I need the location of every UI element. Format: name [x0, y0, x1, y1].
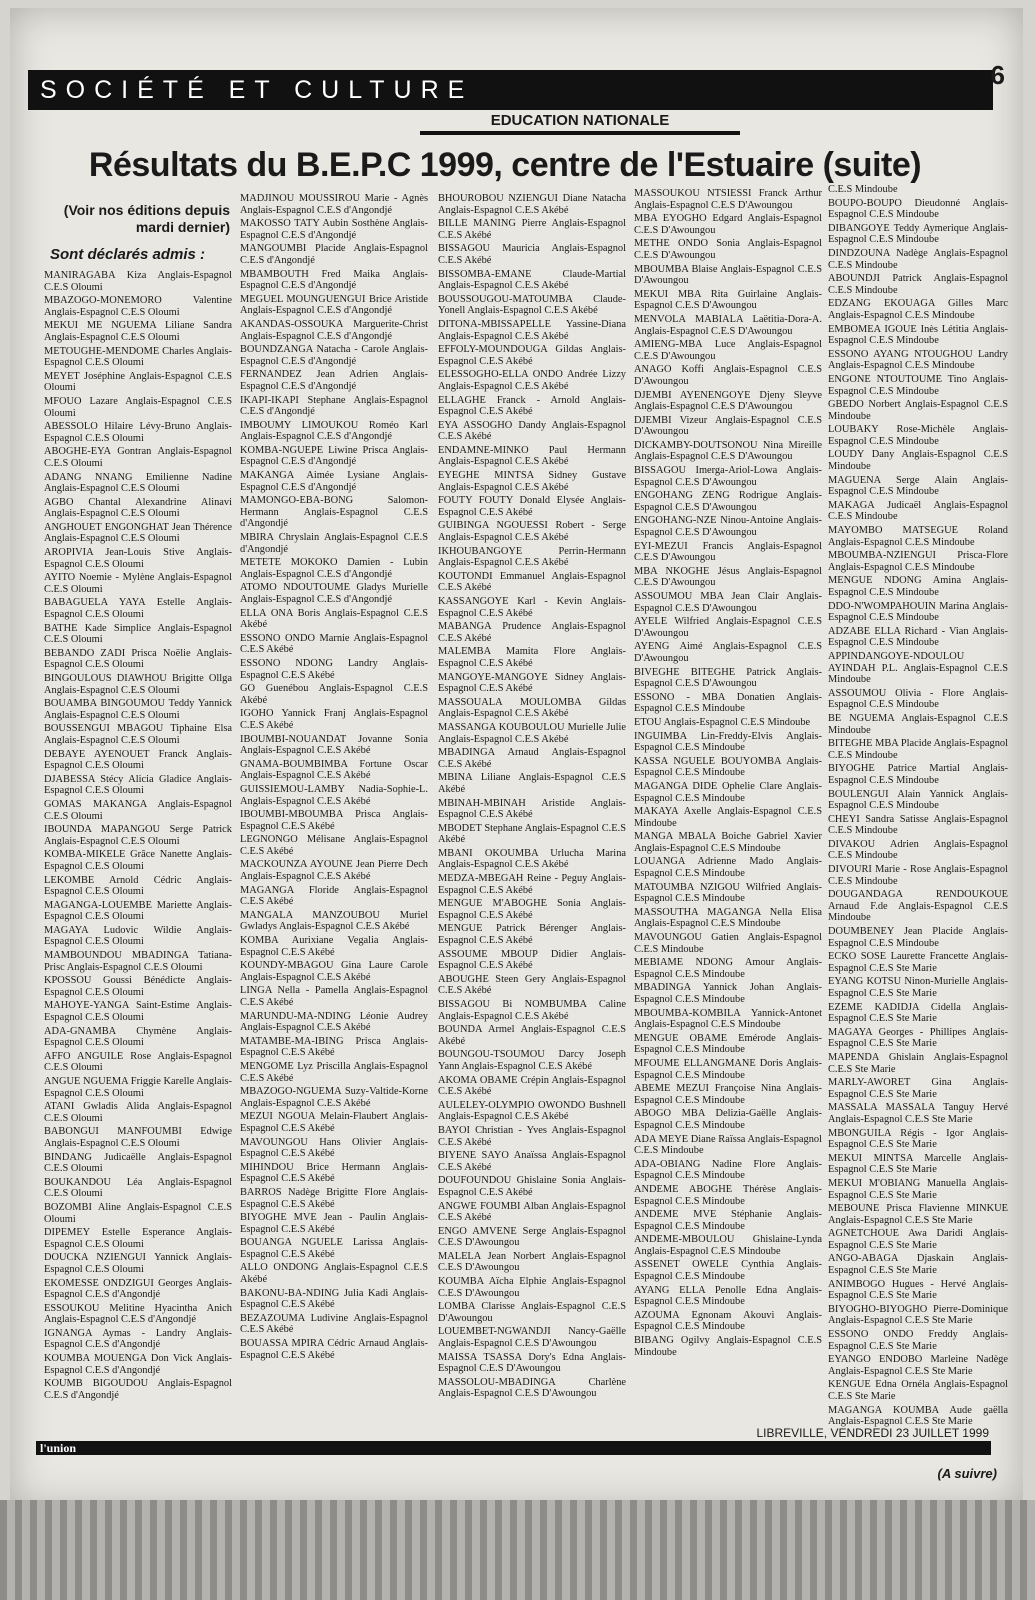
- result-entry: BIYOGHE Patrice Martial Anglais-Espagnol C.E.S Mindoube: [828, 763, 1008, 786]
- result-entry: ASSENET OWELE Cynthia Anglais-Espagnol C.E.S Mindoube: [634, 1259, 822, 1283]
- result-entry: ELLAGHE Franck - Arnold Anglais-Espagnol C.E.S Akébé: [438, 394, 626, 418]
- result-entry: BISSAGOU Bi NOMBUMBA Caline Anglais-Espagnol C.E.S Akébé: [438, 999, 626, 1022]
- admitted-label: Sont déclarés admis :: [50, 246, 206, 263]
- result-entry: MATAMBE-MA-IBING Prisca Anglais-Espagnol C.E.S Akébé: [240, 1035, 428, 1059]
- result-entry: ETOU Anglais-Espagnol C.E.S Mindoube: [634, 716, 811, 728]
- result-entry: METHE ONDO Sonia Anglais-Espagnol C.E.S D'Awoungou: [634, 238, 822, 261]
- result-entry: BIVEGHE BITEGHE Patrick Anglais-Espagnol C.E.S D'Awoungou: [634, 666, 822, 690]
- result-entry: EYEGHE MINTSA Sidney Gustave Anglais-Espagnol C.E.S Akébé: [438, 470, 626, 493]
- result-entry: APPINDANGOYE-NDOULOU AYINDAH P.L. Anglais-Espagnol C.E.S Mindoube: [828, 650, 1008, 686]
- result-entry: MBAMBOUTH Fred Maika Anglais-Espagnol C.E.S d'Angondjé: [240, 268, 428, 292]
- result-entry: MAGAYA Ludovic Wildie Anglais-Espagnol C.E.S Oloumi: [44, 924, 232, 948]
- result-entry: ASSOUMOU Olivia - Flore Anglais-Espagnol C.E.S Mindoube: [828, 687, 1008, 711]
- continued-note: (A suivre): [937, 1466, 997, 1481]
- result-entry: ANGHOUET ENGONGHAT Jean Thérence Anglais-Espagnol C.E.S Oloumi: [44, 521, 232, 545]
- result-entry: BINGOULOUS DIAWHOU Brigitte Ollga Anglais-Espagnol C.E.S Oloumi: [44, 673, 232, 696]
- result-entry: MENGUE OBAME Emérode Anglais-Espagnol C.E.S Mindoube: [634, 1032, 822, 1056]
- result-entry: MBOUMBA Blaise Anglais-Espagnol C.E.S D'Awoungou: [634, 263, 822, 287]
- result-entry: MANGA MBALA Boiche Gabriel Xavier Anglais-Espagnol C.E.S Mindoube: [634, 831, 822, 854]
- result-entry: MEZUI NGOUA Melain-Flaubert Anglais-Espagnol C.E.S Akébé: [240, 1111, 428, 1134]
- result-entry: ATOMO NDOUTOUME Gladys Murielle Anglais-Espagnol C.E.S d'Angondjé: [240, 582, 428, 605]
- rubric-title: SOCIÉTÉ ET CULTURE: [40, 75, 474, 104]
- result-entry: MASSOLOU-MBADINGA Charlène Anglais-Espagnol C.E.S D'Awoungou: [438, 1376, 626, 1400]
- result-entry: BHOUROBOU NZIENGUI Diane Natacha Anglais-Espagnol C.E.S Akébé: [438, 193, 626, 216]
- result-entry: DJEMBI AYENENGOYE Djeny Sleyve Anglais-Espagnol C.E.S D'Awoungou: [634, 389, 822, 413]
- result-entry: ANGUE NGUEMA Friggie Karelle Anglais-Espagnol C.E.S Oloumi: [44, 1076, 232, 1099]
- result-entry: MACKOUNZA AYOUNE Jean Pierre Dech Anglais-Espagnol C.E.S Akébé: [240, 859, 428, 883]
- result-entry: KASSA NGUELE BOUYOMBA Anglais-Espagnol C.E.S Mindoube: [634, 755, 822, 779]
- result-entry: AROPIVIA Jean-Louis Stive Anglais-Espagnol C.E.S Oloumi: [44, 547, 232, 570]
- result-entry: DDO-N'WOMPAHOUIN Marina Anglais-Espagnol C.E.S Mindoube: [828, 600, 1008, 624]
- result-entry: MALEMBA Mamita Flore Anglais-Espagnol C.E.S Akébé: [438, 646, 626, 669]
- result-entry: ATANI Gwladis Alida Anglais-Espagnol C.E.S Oloumi: [44, 1101, 232, 1124]
- result-entry: BISSAGOU Imerga-Ariol-Lowa Anglais-Espagnol C.E.S D'Awoungou: [634, 465, 822, 488]
- result-entry: DICKAMBY-DOUTSONOU Nina Mireille Anglais-Espagnol C.E.S D'Awoungou: [634, 439, 822, 463]
- result-entry: MAGANGA KOUMBA Aude gaëlla Anglais-Espagnol C.E.S Ste Marie: [828, 1404, 1008, 1428]
- result-entry: MENGOME Lyz Priscilla Anglais-Espagnol C.E.S Akébé: [240, 1060, 428, 1084]
- result-entry: BISSAGOU Mauricia Anglais-Espagnol C.E.S Akébé: [438, 243, 626, 266]
- result-entry: ABOUGHE Steen Gery Anglais-Espagnol C.E.S Akébé: [438, 973, 626, 997]
- result-entry: MENGUE M'ABOGHE Sonia Anglais-Espagnol C.E.S Akébé: [438, 898, 626, 921]
- result-entry: ANDEME-MBOULOU Ghislaine-Lynda Anglais-Espagnol C.E.S Mindoube: [634, 1234, 822, 1257]
- result-entry: LEKOMBE Arnold Cédric Anglais-Espagnol C.E.S Oloumi: [44, 874, 232, 898]
- result-entry: MENGUE Patrick Bérenger Anglais-Espagnol C.E.S Akébé: [438, 923, 626, 947]
- result-entry: EYI-MEZUI Francis Anglais-Espagnol C.E.S D'Awoungou: [634, 540, 822, 564]
- result-entry: MEKUI ME NGUEMA Liliane Sandra Anglais-Espagnol C.E.S Oloumi: [44, 320, 232, 343]
- result-entry: KOUMBA Aïcha Elphie Anglais-Espagnol C.E.S D'Awoungou: [438, 1276, 626, 1299]
- result-entry: BIYENE SAYO Anaïssa Anglais-Espagnol C.E.S Akébé: [438, 1150, 626, 1173]
- result-entry: ADANG NNANG Emilienne Nadine Anglais-Espagnol C.E.S Oloumi: [44, 471, 232, 495]
- result-entry: ANDEME MVE Stéphanie Anglais-Espagnol C.E.S Mindoube: [634, 1209, 822, 1232]
- result-entry: IMBOUMY LIMOUKOU Roméo Karl Anglais-Espagnol C.E.S d'Angondjé: [240, 419, 428, 443]
- result-entry: GBEDO Norbert Anglais-Espagnol C.E.S Mindoube: [828, 399, 1008, 422]
- result-entry: MBIRA Chryslain Anglais-Espagnol C.E.S d'Angondjé: [240, 532, 428, 555]
- result-entry: MEYET Joséphine Anglais-Espagnol C.E.S Oloumi: [44, 370, 232, 394]
- result-entry: MAGANGA DIDE Ophelie Clare Anglais-Espagnol C.E.S Mindoube: [634, 780, 822, 804]
- result-entry: CHEYI Sandra Satisse Anglais-Espagnol C.E.S Mindoube: [828, 813, 1008, 837]
- result-entry: ELESSOGHO-ELLA ONDO Andrée Lizzy Anglais-Espagnol C.E.S Akébé: [438, 369, 626, 392]
- dateline: LIBREVILLE, VENDREDI 23 JUILLET 1999: [756, 1426, 989, 1440]
- result-entry: MANGOYE-MANGOYE Sidney Anglais-Espagnol C.E.S Akébé: [438, 671, 626, 695]
- page-number: 6: [990, 60, 1005, 90]
- result-entry: MFOUO Lazare Anglais-Espagnol C.E.S Oloumi: [44, 395, 232, 419]
- result-entry: GUISSIEMOU-LAMBY Nadia-Sophie-L. Anglais-Espagnol C.E.S Akébé: [240, 783, 428, 807]
- result-entry: LOUEMBET-NGWANDJI Nancy-Gaëlle Anglais-Espagnol C.E.S D'Awoungou: [438, 1326, 626, 1350]
- result-entry: IGOHO Yannick Franj Anglais-Espagnol C.E.S Akébé: [240, 708, 428, 731]
- result-entry: BABONGUI MANFOUMBI Edwige Anglais-Espagnol C.E.S Oloumi: [44, 1126, 232, 1149]
- result-entry: AMIENG-MBA Luce Anglais-Espagnol C.E.S D'Awoungou: [634, 339, 822, 362]
- result-entry: MASSOUALA MOULOMBA Gildas Anglais-Espagnol C.E.S Akébé: [438, 696, 626, 720]
- result-entry: BIBANG Ogilvy Anglais-Espagnol C.E.S Mindoube: [634, 1335, 822, 1358]
- result-entry: BOUNDZANGA Natacha - Carole Anglais-Espagnol C.E.S d'Angondjé: [240, 344, 428, 367]
- results-column-5: [828, 184, 1008, 1434]
- result-entry: ABESSOLO Hilaire Lévy-Bruno Anglais-Espagnol C.E.S Oloumi: [44, 421, 232, 444]
- result-entry: MAVOUNGOU Hans Olivier Anglais-Espagnol C.E.S Akébé: [240, 1136, 428, 1160]
- result-entry: MARUNDU-MA-NDING Léonie Audrey Anglais-Espagnol C.E.S Akébé: [240, 1010, 428, 1034]
- result-entry: MEGUEL MOUNGUENGUI Brice Aristide Anglais-Espagnol C.E.S d'Angondjé: [240, 293, 428, 317]
- result-entry: AYENG Aimé Anglais-Espagnol C.E.S D'Awoungou: [634, 641, 822, 664]
- result-entry: IBOUNDA MAPANGOU Serge Patrick Anglais-Espagnol C.E.S Oloumi: [44, 824, 232, 847]
- result-entry: BILLE MANING Pierre Anglais-Espagnol C.E.S Akébé: [438, 218, 626, 241]
- result-entry: EYANGO ENDOBO Marleine Nadège Anglais-Espagnol C.E.S Ste Marie: [828, 1354, 1008, 1377]
- result-entry: BIYOGHO-BIYOGHO Pierre-Dominique Anglais-Espagnol C.E.S Ste Marie: [828, 1303, 1008, 1327]
- result-entry: DJEMBI Vizeur Anglais-Espagnol C.E.S D'Awoungou: [634, 414, 822, 438]
- result-entry: BOZOMBI Aline Anglais-Espagnol C.E.S Oloumi: [44, 1201, 232, 1225]
- result-entry: ASSOUMOU MBA Jean Clair Anglais-Espagnol C.E.S D'Awoungou: [634, 591, 822, 614]
- result-entry: KPOSSOU Goussi Bénédicte Anglais-Espagnol C.E.S Oloumi: [44, 975, 232, 998]
- result-entry: INGUIMBA Lin-Freddy-Elvis Anglais-Espagnol C.E.S Mindoube: [634, 730, 822, 754]
- result-entry: ENGOHANG ZENG Rodrigue Anglais-Espagnol C.E.S D'Awoungou: [634, 490, 822, 513]
- result-entry: MARLY-AWORET Gina Anglais-Espagnol C.E.S Ste Marie: [828, 1077, 1008, 1100]
- result-entry: MAGUENA Serge Alain Anglais-Espagnol C.E.S Mindoube: [828, 474, 1008, 498]
- result-entry: ENDAMNE-MINKO Paul Hermann Anglais-Espagnol C.E.S Akébé: [438, 444, 626, 468]
- result-entry: BISSOMBA-EMANE Claude-Martial Anglais-Espagnol C.E.S Akébé: [438, 268, 626, 292]
- result-entry: BAYOI Christian - Yves Anglais-Espagnol C.E.S Akébé: [438, 1124, 626, 1148]
- result-entry: MAISSA TSASSA Dory's Edna Anglais-Espagnol C.E.S D'Awoungou: [438, 1351, 626, 1375]
- result-entry: IBOUMBI-MBOUMBA Prisca Anglais-Espagnol C.E.S Akébé: [240, 809, 428, 832]
- result-entry: MAMBOUNDOU MBADINGA Tatiana-Prisc Anglais-Espagnol C.E.S Oloumi: [44, 950, 232, 973]
- result-entry: AFFO ANGUILE Rose Anglais-Espagnol C.E.S Oloumi: [44, 1050, 232, 1074]
- result-entry: DIPEMEY Estelle Esperance Anglais-Espagnol C.E.S Oloumi: [44, 1227, 232, 1250]
- result-entry: IKHOUBANGOYE Perrin-Hermann Anglais-Espagnol C.E.S Akébé: [438, 545, 626, 569]
- result-entry: IKAPI-IKAPI Stephane Anglais-Espagnol C.E.S d'Angondjé: [240, 394, 428, 418]
- result-entry: BOULENGUI Alain Yannick Anglais-Espagnol C.E.S Mindoube: [828, 788, 1008, 812]
- result-entry: DOUFOUNDOU Ghislaine Sonia Anglais-Espagnol C.E.S Akébé: [438, 1175, 626, 1198]
- result-entry: ALLO ONDONG Anglais-Espagnol C.E.S Akébé: [240, 1262, 428, 1286]
- result-entry: MAKOSSO TATY Aubin Sosthène Anglais-Espagnol C.E.S d'Angondjé: [240, 218, 428, 241]
- result-entry: LEGNONGO Mélisane Anglais-Espagnol C.E.S Akébé: [240, 834, 428, 857]
- result-entry: ANGO-ABAGA Djaskain Anglais-Espagnol C.E.S Ste Marie: [828, 1253, 1008, 1277]
- result-entry: ANGWE FOUMBI Alban Anglais-Espagnol C.E.S Akébé: [438, 1200, 626, 1224]
- result-entry: IGNANGA Aymas - Landry Anglais-Espagnol C.E.S d'Angondjé: [44, 1327, 232, 1351]
- result-entry: MENGUE NDONG Amina Anglais-Espagnol C.E.S Mindoube: [828, 575, 1008, 598]
- result-entry: KOMBA-NGUEPE Liwine Prisca Anglais-Espagnol C.E.S d'Angondjé: [240, 444, 428, 468]
- result-entry: DOUMBENEY Jean Placide Anglais-Espagnol C.E.S Mindoube: [828, 926, 1008, 949]
- result-entry: MBA NKOGHE Jésus Anglais-Espagnol C.E.S D'Awoungou: [634, 565, 822, 589]
- result-entry: AYITO Noemie - Mylène Anglais-Espagnol C.E.S Oloumi: [44, 572, 232, 595]
- result-entry: AYELE Wilfried Anglais-Espagnol C.E.S D'Awoungou: [634, 616, 822, 639]
- result-entry: AKANDAS-OSSOUKA Marguerite-Christ Anglais-Espagnol C.E.S d'Angondjé: [240, 318, 428, 342]
- result-entry: MBINAH-MBINAH Aristide Anglais-Espagnol C.E.S Akébé: [438, 797, 626, 821]
- result-entry: ADA-OBIANG Nadine Flore Anglais-Espagnol C.E.S Mindoube: [634, 1158, 822, 1182]
- result-entry: KOUMBA MOUENGA Don Vick Anglais-Espagnol C.E.S d'Angondjé: [44, 1353, 232, 1376]
- result-entry: EZEME KADIDJA Cidella Anglais-Espagnol C.E.S Ste Marie: [828, 1001, 1008, 1025]
- result-entry: EMBOMEA IGOUE Inès Létitia Anglais-Espagnol C.E.S Mindoube: [828, 323, 1008, 347]
- result-entry: LOMBA Clarisse Anglais-Espagnol C.E.S D'Awoungou: [438, 1301, 626, 1324]
- result-entry: MAGANGA Floride Anglais-Espagnol C.E.S Akébé: [240, 884, 428, 908]
- result-entry: ABOGO MBA Delizia-Gaëlle Anglais-Espagnol C.E.S Mindoube: [634, 1108, 822, 1131]
- result-entry: ANDEME ABOGHE Thérèse Anglais-Espagnol C.E.S Mindoube: [634, 1183, 822, 1207]
- result-entry: MAKAGA Judicaël Anglais-Espagnol C.E.S Mindoube: [828, 499, 1008, 523]
- result-entry: MBOUMBA-NZIENGUI Prisca-Flore Anglais-Espagnol C.E.S Mindoube: [828, 550, 1008, 573]
- result-entry: DIBANGOYE Teddy Aymerique Anglais-Espagnol C.E.S Mindoube: [828, 222, 1008, 246]
- result-entry: BOUNGOU-TSOUMOU Darcy Joseph Yann Anglais-Espagnol C.E.S Akébé: [438, 1049, 626, 1072]
- result-entry: GUIBINGA NGOUESSI Robert - Serge Anglais-Espagnol C.E.S Akébé: [438, 520, 626, 544]
- result-entry: KOUNDY-MBAGOU Gina Laure Carole Anglais-Espagnol C.E.S Akébé: [240, 960, 428, 983]
- result-entry: ABOUNDJI Patrick Anglais-Espagnol C.E.S Mindoube: [828, 273, 1008, 296]
- result-entry: ADA MEYE Diane Raïssa Anglais-Espagnol C.E.S Mindoube: [634, 1133, 822, 1157]
- result-entry: LOUBAKY Rose-Michèle Anglais-Espagnol C.E.S Mindoube: [828, 424, 1008, 447]
- result-entry: MANGOUMBI Placide Anglais-Espagnol C.E.S d'Angondjé: [240, 243, 428, 266]
- result-entry: ABEME MEZUI Françoise Nina Anglais-Espagnol C.E.S Mindoube: [634, 1083, 822, 1106]
- result-entry: MENVOLA MABIALA Laëtitia-Dora-A. Anglais-Espagnol C.E.S D'Awoungou: [634, 313, 822, 337]
- result-entry: BINDANG Judicaëlle Anglais-Espagnol C.E.S Oloumi: [44, 1151, 232, 1175]
- result-entry: MEBIAME NDONG Amour Anglais-Espagnol C.E.S Mindoube: [634, 957, 822, 980]
- result-entry: IBOUMBI-NOUANDAT Jovanne Sonia Anglais-Espagnol C.E.S Akébé: [240, 733, 428, 757]
- result-entry: FERNANDEZ Jean Adrien Anglais-Espagnol C.E.S d'Angondjé: [240, 369, 428, 392]
- result-entry: DOUGANDAGA RENDOUKOUE Arnaud F.de Anglais-Espagnol C.E.S Mindoube: [828, 889, 1008, 924]
- results-column-3: [438, 193, 626, 1433]
- result-entry: MATOUMBA NZIGOU Wilfried Anglais-Espagnol C.E.S Mindoube: [634, 881, 822, 905]
- headline: Résultats du B.E.P.C 1999, centre de l'Estuaire (suite): [88, 146, 922, 184]
- result-entry: ANIMBOGO Hugues - Hervé Anglais-Espagnol C.E.S Ste Marie: [828, 1278, 1008, 1302]
- result-entry: DITONA-MBISSAPELLE Yassine-Diana Anglais-Espagnol C.E.S Akébé: [438, 318, 626, 342]
- result-entry: BEBANDO ZADI Prisca Noëlie Anglais-Espagnol C.E.S Oloumi: [44, 647, 232, 671]
- result-entry: MBONGUILA Régis - Igor Anglais-Espagnol C.E.S Ste Marie: [828, 1127, 1008, 1151]
- result-entry: AGBO Chantal Alexandrine Alinavi Anglais-Espagnol C.E.S Oloumi: [44, 496, 232, 520]
- result-entry: BEZAZOUMA Ludivine Anglais-Espagnol C.E.S Akébé: [240, 1312, 428, 1336]
- intro-note: (Voir nos éditions depuis mardi dernier): [63, 202, 230, 235]
- result-entry: ADZABE ELLA Richard - Vian Anglais-Espagnol C.E.S Mindoube: [828, 625, 1008, 649]
- result-entry: AGNETCHOUE Awa Daridi Anglais-Espagnol C.E.S Ste Marie: [828, 1228, 1008, 1251]
- result-entry: FOUTY FOUTY Donald Elysée Anglais-Espagnol C.E.S Akébé: [438, 495, 626, 518]
- results-column-2: [240, 193, 428, 1433]
- result-entry: MAMONGO-EBA-BONG Salomon-Hermann Anglais-Espagnol C.E.S d'Angondjé: [240, 495, 428, 530]
- newspaper-page: [10, 8, 1023, 1508]
- result-entry: GO Guenébou Anglais-Espagnol C.E.S Akébé: [240, 683, 428, 706]
- result-entry: BOUASSA MPIRA Cédric Arnaud Anglais-Espagnol C.E.S Akébé: [240, 1338, 428, 1361]
- result-entry: METOUGHE-MENDOME Charles Anglais-Espagnol C.E.S Oloumi: [44, 345, 232, 369]
- result-entry: MBAZOGO-MONEMORO Valentine Anglais-Espagnol C.E.S Oloumi: [44, 295, 232, 318]
- result-entry: AKOMA OBAME Crépin Anglais-Espagnol C.E.S Akébé: [438, 1074, 626, 1098]
- results-column-4: [634, 188, 822, 1433]
- result-entry: MAKANGA Aimée Lysiane Anglais-Espagnol C.E.S d'Angondjé: [240, 470, 428, 493]
- result-entry: DINDZOUNA Nadège Anglais-Espagnol C.E.S Mindoube: [828, 247, 1008, 271]
- result-entry: BOUKANDOU Léa Anglais-Espagnol C.E.S Oloumi: [44, 1176, 232, 1200]
- result-entry: ENGO AMVENE Serge Anglais-Espagnol C.E.S D'Awoungou: [438, 1225, 626, 1249]
- result-entry: MEBOUNE Prisca Flavienne MINKUE Anglais-Espagnol C.E.S Ste Marie: [828, 1203, 1008, 1226]
- result-entry: ENGOHANG-NZE Ninou-Antoine Anglais-Espagnol C.E.S D'Awoungou: [634, 515, 822, 539]
- result-entry: AZOUMA Egnonam Akouvi Anglais-Espagnol C.E.S Mindoube: [634, 1309, 822, 1333]
- result-entry: MASSOUKOU NTSIESSI Franck Arthur Anglais-Espagnol C.E.S D'Awoungou: [634, 188, 822, 211]
- rubric-band: [28, 70, 993, 110]
- result-entry: BOUSSOUGOU-MATOUMBA Claude-Yonell Anglais-Espagnol C.E.S Akébé: [438, 293, 626, 317]
- result-entry: DIVAKOU Adrien Anglais-Espagnol C.E.S Mindoube: [828, 838, 1008, 862]
- result-entry: MANGALA MANZOUBOU Muriel Gwladys Anglais-Espagnol C.E.S Akébé: [240, 909, 428, 933]
- result-entry: ANAGO Koffi Anglais-Espagnol C.E.S D'Awoungou: [634, 364, 822, 387]
- result-entry: KOUTONDI Emmanuel Anglais-Espagnol C.E.S Akébé: [438, 570, 626, 594]
- result-entry: ESSONO ONDO Freddy Anglais-Espagnol C.E.S Ste Marie: [828, 1329, 1008, 1352]
- result-entry: BITEGHE MBA Placide Anglais-Espagnol C.E.S Mindoube: [828, 738, 1008, 761]
- result-entry: BOUANGA NGUELE Larissa Anglais-Espagnol C.E.S Akébé: [240, 1237, 428, 1260]
- result-entry: MBOUMBA-KOMBILA Yannick-Antonet Anglais-Espagnol C.E.S Mindoube: [634, 1007, 822, 1031]
- result-entry: MBA EYOGHO Edgard Anglais-Espagnol C.E.S D'Awoungou: [634, 213, 822, 236]
- result-entry: BATHE Kade Simplice Anglais-Espagnol C.E.S Oloumi: [44, 622, 232, 646]
- result-entry: ADA-GNAMBA Chymène Anglais-Espagnol C.E.S Oloumi: [44, 1025, 232, 1049]
- result-entry: MAHOYE-YANGA Saint-Estime Anglais-Espagnol C.E.S Oloumi: [44, 1000, 232, 1024]
- result-entry: MAPENDA Ghislain Anglais-Espagnol C.E.S Ste Marie: [828, 1051, 1008, 1075]
- result-entry: ESSOUKOU Melitine Hyacintha Anich Anglais-Espagnol C.E.S d'Angondjé: [44, 1302, 232, 1326]
- result-entry: KENGUE Edna Ornéla Anglais-Espagnol C.E.S Ste Marie: [828, 1379, 1008, 1402]
- result-entry: MANIRAGABA Kiza Anglais-Espagnol C.E.S Oloumi: [44, 270, 232, 293]
- result-entry: MALELA Jean Norbert Anglais-Espagnol C.E.S D'Awoungou: [438, 1250, 626, 1274]
- result-entry: LOUANGA Adrienne Mado Anglais-Espagnol C.E.S Mindoube: [634, 856, 822, 880]
- result-entry: EKOMESSE ONDZIGUI Georges Anglais-Espagnol C.E.S d'Angondjé: [44, 1277, 232, 1301]
- publication-logo: l'union: [40, 1441, 77, 1455]
- result-entry: MBINA Liliane Anglais-Espagnol C.E.S Akébé: [438, 772, 626, 795]
- result-entry: KOUMB BIGOUDOU Anglais-Espagnol C.E.S d'Angondjé: [44, 1378, 232, 1401]
- result-entry: MEKUI M'OBIANG Manuella Anglais-Espagnol C.E.S Ste Marie: [828, 1177, 1008, 1201]
- section-title: EDUCATION NATIONALE: [420, 112, 740, 135]
- result-entry: ESSONO AYANG NTOUGHOU Landry Anglais-Espagnol C.E.S Mindoube: [828, 348, 1008, 372]
- result-entry: KOMBA Aurixiane Vegalia Anglais-Espagnol C.E.S Akébé: [240, 935, 428, 958]
- result-entry: MASSALA MASSALA Tanguy Hervé Anglais-Espagnol C.E.S Ste Marie: [828, 1102, 1008, 1125]
- result-entry: MAGAYA Georges - Phillipes Anglais-Espagnol C.E.S Ste Marie: [828, 1026, 1008, 1050]
- result-entry: ESSONO ONDO Marnie Anglais-Espagnol C.E.S Akébé: [240, 632, 428, 656]
- result-entry: EYA ASSOGHO Dandy Anglais-Espagnol C.E.S Akébé: [438, 419, 626, 443]
- result-entry: ESSONO NDONG Landry Anglais-Espagnol C.E.S Akébé: [240, 657, 428, 681]
- result-entry: KASSANGOYE Karl - Kevin Anglais-Espagnol C.E.S Akébé: [438, 596, 626, 619]
- result-entry: DJABESSA Stécy Alicia Gladice Anglais-Espagnol C.E.S Oloumi: [44, 773, 232, 797]
- result-entry: MAGANGA-LOUEMBE Mariette Anglais-Espagnol C.E.S Oloumi: [44, 899, 232, 923]
- result-entry: MBAZOGO-NGUEMA Suzy-Valtide-Korne Anglais-Espagnol C.E.S Akébé: [240, 1086, 428, 1109]
- result-entry: MBADINGA Arnaud Anglais-Espagnol C.E.S Akébé: [438, 747, 626, 770]
- result-entry: AYANG ELLA Penolle Edna Anglais-Espagnol C.E.S Mindoube: [634, 1284, 822, 1308]
- result-entry: MBODET Stephane Anglais-Espagnol C.E.S Akébé: [438, 822, 626, 846]
- result-entry: MEDZA-MBEGAH Reine - Peguy Anglais-Espagnol C.E.S Akébé: [438, 873, 626, 896]
- result-entry: MAKAYA Axelle Anglais-Espagnol C.E.S Mindoube: [634, 806, 822, 829]
- result-entry: EFFOLY-MOUNDOUGA Gildas Anglais-Espagnol C.E.S Akébé: [438, 344, 626, 367]
- results-column-1: [44, 270, 232, 1435]
- result-entry: DEBAYE AYENOUET Franck Anglais-Espagnol C.E.S Oloumi: [44, 748, 232, 772]
- result-entry: BABAGUELA YAYA Estelle Anglais-Espagnol C.E.S Oloumi: [44, 597, 232, 621]
- result-entry: DOUCKA NZIENGUI Yannick Anglais-Espagnol C.E.S Oloumi: [44, 1252, 232, 1275]
- result-entry: BOUAMBA BINGOUMOU Teddy Yannick Anglais-Espagnol C.E.S Oloumi: [44, 698, 232, 721]
- result-entry: DIVOURI Marie - Rose Anglais-Espagnol C.E.S Mindoube: [828, 864, 1008, 887]
- result-entry: EDZANG EKOUAGA Gilles Marc Anglais-Espagnol C.E.S Mindoube: [828, 298, 1008, 321]
- result-entry: MEKUI MBA Rita Guirlaine Anglais-Espagnol C.E.S D'Awoungou: [634, 288, 822, 312]
- result-entry: MASSANGA KOUBOULOU Murielle Julie Anglais-Espagnol C.E.S Akébé: [438, 721, 626, 745]
- result-entry: C.E.S Mindoube: [828, 184, 898, 195]
- result-entry: MIHINDOU Brice Hermann Anglais-Espagnol C.E.S Akébé: [240, 1161, 428, 1185]
- result-entry: MEKUI MINTSA Marcelle Anglais-Espagnol C.E.S Ste Marie: [828, 1152, 1008, 1176]
- result-entry: AULELEY-OLYMPIO OWONDO Bushnell Anglais-Espagnol C.E.S Akébé: [438, 1099, 626, 1123]
- result-entry: LINGA Nella - Pamella Anglais-Espagnol C.E.S Akébé: [240, 985, 428, 1008]
- result-entry: BAKONU-BA-NDING Julia Kadi Anglais-Espagnol C.E.S Akébé: [240, 1287, 428, 1311]
- result-entry: METETE MOKOKO Damien - Lubin Anglais-Espagnol C.E.S d'Angondjé: [240, 557, 428, 580]
- result-entry: GOMAS MAKANGA Anglais-Espagnol C.E.S Oloumi: [44, 798, 232, 822]
- result-entry: BIYOGHE MVE Jean - Paulin Anglais-Espagnol C.E.S Akébé: [240, 1212, 428, 1235]
- result-entry: ESSONO - MBA Donatien Anglais-Espagnol C.E.S Mindoube: [634, 691, 822, 715]
- result-entry: MAYOMBO MATSEGUE Roland Anglais-Espagnol C.E.S Mindoube: [828, 525, 1008, 548]
- footer-band: [36, 1441, 991, 1455]
- result-entry: ECKO SOSE Laurette Francette Anglais-Espagnol C.E.S Ste Marie: [828, 951, 1008, 974]
- result-entry: BARROS Nadège Brigitte Flore Anglais-Espagnol C.E.S Akébé: [240, 1186, 428, 1210]
- scan-background: [0, 1500, 1035, 1600]
- result-entry: ASSOUME MBOUP Didier Anglais-Espagnol C.E.S Akébé: [438, 948, 626, 972]
- result-entry: MAVOUNGOU Gatien Anglais-Espagnol C.E.S Mindoube: [634, 932, 822, 955]
- result-entry: ELLA ONA Boris Anglais-Espagnol C.E.S Akébé: [240, 607, 428, 631]
- result-entry: BOUSSENGUI MBAGOU Tiphaine Elsa Anglais-Espagnol C.E.S Oloumi: [44, 723, 232, 746]
- result-entry: GNAMA-BOUMBIMBA Fortune Oscar Anglais-Espagnol C.E.S Akébé: [240, 758, 428, 782]
- result-entry: MBANI OKOUMBA Urlucha Marina Anglais-Espagnol C.E.S Akébé: [438, 847, 626, 871]
- result-entry: MABANGA Prudence Anglais-Espagnol C.E.S Akébé: [438, 621, 626, 644]
- result-entry: BE NGUEMA Anglais-Espagnol C.E.S Mindoube: [828, 712, 1008, 736]
- result-entry: BOUPO-BOUPO Dieudonné Anglais-Espagnol C.E.S Mindoube: [828, 197, 1008, 221]
- result-entry: ENGONE NTOUTOUME Tino Anglais-Espagnol C.E.S Mindoube: [828, 373, 1008, 397]
- result-entry: ABOGHE-EYA Gontran Anglais-Espagnol C.E.S Oloumi: [44, 446, 232, 469]
- result-entry: BOUNDA Armel Anglais-Espagnol C.E.S Akébé: [438, 1024, 626, 1047]
- result-entry: EYANG KOTSU Ninon-Murielle Anglais-Espagnol C.E.S Ste Marie: [828, 976, 1008, 999]
- result-entry: MASSOUTHA MAGANGA Nella Elisa Anglais-Espagnol C.E.S Mindoube: [634, 906, 822, 930]
- result-entry: MFOUME ELLANGMANE Doris Anglais-Espagnol C.E.S Mindoube: [634, 1057, 822, 1081]
- result-entry: LOUDY Dany Anglais-Espagnol C.E.S Mindoube: [828, 449, 1008, 473]
- result-entry: KOMBA-MIKELE Grâce Nanette Anglais-Espagnol C.E.S Oloumi: [44, 849, 232, 872]
- result-entry: MBADINGA Yannick Johan Anglais-Espagnol C.E.S Mindoube: [634, 982, 822, 1005]
- result-entry: MADJINOU MOUSSIROU Marie - Agnès Anglais-Espagnol C.E.S d'Angondjé: [240, 193, 428, 216]
